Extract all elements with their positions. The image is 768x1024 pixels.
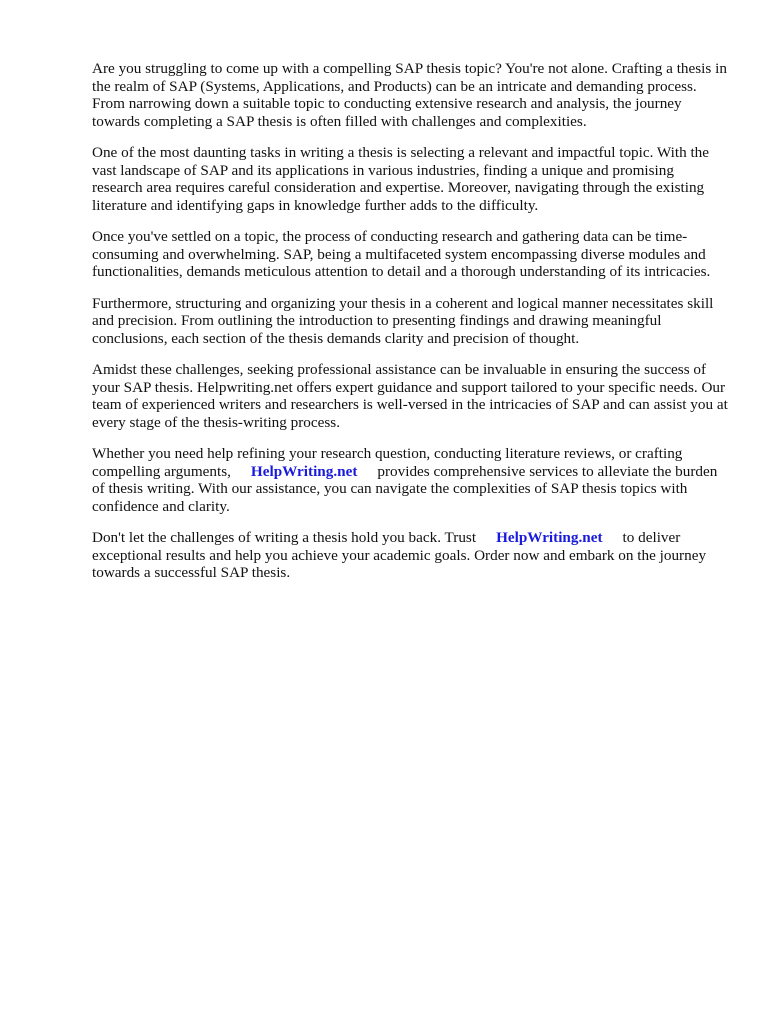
document-body (92, 60, 728, 596)
paragraph-intro: Are you struggling to come up with a compelling SAP thesis topic? You're not alone. Crafting a thesis in the realm of SAP (Systems, Applications, and Products) can be an intricate and demanding process. From narrowing down a suitable topic to conducting extensive research and analysis, the journey towards completing a SAP thesis is often filled with challenges and complexities. (92, 60, 727, 130)
helpwriting-link-cta[interactable]: HelpWriting.net (496, 529, 603, 546)
paragraph-cta-text-after: to deliver exceptional results and help you achieve your academic goals. Order now and embark on the journey towards a successful SAP thesis. (92, 529, 707, 581)
paragraph-services-text-before: Whether you need help refining your research question, conducting literature reviews, or crafting compelling arguments, (92, 445, 683, 480)
paragraph-cta-text-before: Don't let the challenges of writing a thesis hold you back. Trust (92, 529, 477, 546)
paragraph-research: Once you've settled on a topic, the process of conducting research and gathering data can be time-consuming and overwhelming. SAP, being a multifaceted system encompassing diverse modules and functionalities, demands meticulous attention to detail and a thorough understanding of its intricacies. (92, 228, 711, 280)
helpwriting-link[interactable]: HelpWriting.net (250, 462, 358, 480)
paragraph-assistance: Amidst these challenges, seeking professional assistance can be invaluable in ensuring the success of your SAP thesis. Helpwriting.net offers expert guidance and support tailored to your specific needs. Our team of experienced writers and researchers is well-versed in the intricacies of SAP and can assist you at every stage of the thesis-writing process. (92, 361, 728, 431)
paragraph-call-to-action (92, 529, 728, 582)
paragraph-structure: Furthermore, structuring and organizing your thesis in a coherent and logical manner necessitates skill and precision. From outlining the introduction to presenting findings and drawing meaningful conclusions, each section of the thesis demands clarity and precision of thought. (92, 294, 714, 347)
paragraph-services (92, 445, 728, 515)
paragraph-services-text-after: provides comprehensive services to alleviate the burden of thesis writing. With our assistance, you can navigate the complexities of SAP thesis topics with confidence and clarity. (92, 462, 718, 515)
paragraph-topic-selection: One of the most daunting tasks in writing a thesis is selecting a relevant and impactful topic. With the vast landscape of SAP and its applications in various industries, finding a unique and promising research area requires careful consideration and expertise. Moreover, navigating through the existing literature and identifying gaps in knowledge further adds to the difficulty. (92, 144, 710, 214)
